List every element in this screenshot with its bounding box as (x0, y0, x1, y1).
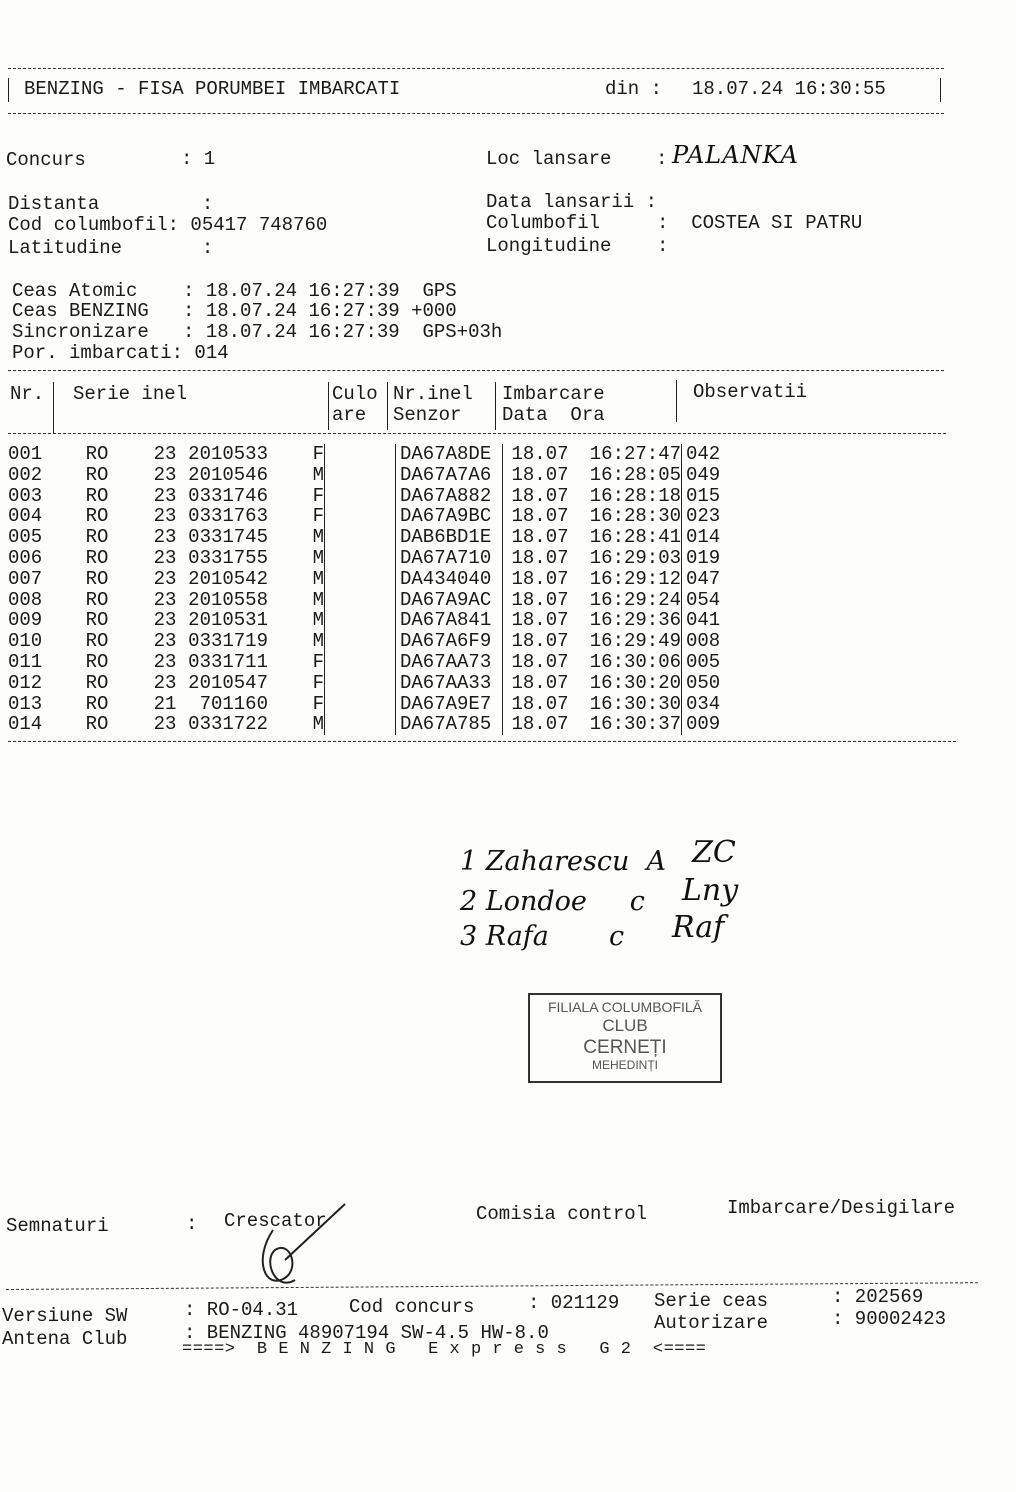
table-row (8, 569, 746, 590)
col-divider-3 (387, 382, 388, 430)
autorizare-label: Autorizare (654, 1312, 769, 1334)
row-date: 18.07 (503, 673, 574, 694)
autorizare-value: : 90002423 (832, 1308, 947, 1330)
row-color (325, 631, 396, 652)
row-time: 16:30:37 (589, 713, 681, 736)
row-date: 18.07 (503, 652, 574, 673)
row-observatii: 054 (682, 590, 747, 611)
row-sex: M (312, 526, 324, 549)
issued-datetime: 18.07.24 16:30:55 (692, 78, 886, 100)
longitudine-line: Longitudine : (486, 235, 669, 257)
row-ring: 0331719 (188, 630, 268, 653)
row-time: 16:27:47 (589, 443, 681, 465)
col-culoare-header-2: are (332, 404, 367, 426)
table-row (8, 465, 746, 486)
col-nr-inel-header: Nr.inel (393, 383, 473, 405)
table-header-top-rule (8, 370, 944, 371)
row-sex: M (312, 713, 324, 736)
row-color (325, 714, 396, 735)
row-senzor: DA67A710 (396, 548, 503, 569)
club-stamp (528, 993, 722, 1083)
col-divider-5 (676, 380, 677, 422)
row-observatii: 014 (682, 527, 747, 548)
row-country: RO (85, 588, 109, 611)
row-observatii: 009 (682, 714, 747, 735)
col-divider-4 (495, 382, 496, 430)
handwritten-line-3: 3 Rafa c (460, 921, 625, 952)
stamp-line-2: CLUB (602, 1016, 648, 1036)
row-country: RO (85, 443, 109, 465)
stamp-line-1: FILIALA COLUMBOFILĂ (547, 999, 703, 1015)
table-row (8, 631, 746, 652)
row-senzor: DA67A9BC (396, 506, 503, 527)
row-observatii: 041 (682, 610, 747, 631)
row-senzor: DA67A7A6 (396, 465, 503, 486)
row-time: 16:30:30 (589, 692, 681, 715)
breeder-signature (245, 1200, 355, 1300)
row-ring: 0331746 (188, 484, 268, 507)
row-color (325, 548, 396, 569)
stamp-line-4: MEHEDINȚI (592, 1057, 658, 1072)
row-country: RO (85, 526, 109, 549)
row-senzor: DA67AA73 (396, 652, 503, 673)
row-senzor: DA434040 (396, 569, 503, 590)
row-senzor: DA67A882 (396, 486, 503, 507)
handwritten-signature-1: ZC (692, 835, 736, 870)
row-senzor: DA67AA33 (396, 673, 503, 694)
row-nr: 010 (8, 630, 43, 653)
comisia-label: Comisia control (476, 1203, 648, 1225)
row-ring: 0331722 (188, 713, 268, 736)
table-row (8, 714, 746, 735)
loc-lansare-label: Loc lansare (486, 148, 612, 170)
row-nr: 013 (8, 692, 43, 715)
row-senzor: DA67A9E7 (396, 694, 503, 715)
table-row (8, 590, 746, 611)
row-year: 23 (153, 588, 177, 611)
row-year: 23 (153, 671, 177, 694)
benzing-express-banner: ====> B E N Z I N G E x p r e s s G 2 <==== (182, 1340, 707, 1359)
row-time: 16:30:06 (589, 650, 681, 673)
cod-concurs-label: Cod concurs (349, 1296, 475, 1318)
row-observatii: 042 (682, 444, 747, 465)
row-country: RO (85, 505, 109, 528)
antena-label: Antena Club (2, 1328, 128, 1350)
row-sex: F (312, 443, 324, 465)
semnaturi-label: Semnaturi (6, 1215, 109, 1237)
row-observatii: 050 (682, 673, 747, 694)
row-senzor: DA67A785 (396, 714, 503, 735)
cod-concurs-value: : 021129 (528, 1292, 620, 1314)
row-color (325, 486, 396, 507)
row-time: 16:29:36 (589, 609, 681, 632)
row-year: 23 (153, 630, 177, 653)
table-row (8, 652, 746, 673)
handwritten-signature-2: Lny (682, 873, 739, 908)
row-sex: M (312, 546, 324, 569)
row-ring: 701160 (199, 692, 268, 715)
crescator-label: Crescator (224, 1210, 327, 1232)
row-date: 18.07 (503, 694, 574, 715)
row-time: 16:28:18 (589, 484, 681, 507)
row-sex: F (312, 505, 324, 528)
table-header-bottom-rule (8, 433, 946, 434)
row-color (325, 527, 396, 548)
row-ring: 2010547 (188, 671, 268, 694)
col-divider-1 (53, 382, 54, 434)
row-nr: 009 (8, 609, 43, 632)
row-observatii: 005 (682, 652, 747, 673)
row-color (325, 610, 396, 631)
loc-lansare-handwritten: PALANKA (672, 141, 799, 169)
row-ring: 0331763 (188, 505, 268, 528)
row-observatii: 015 (682, 486, 747, 507)
row-date: 18.07 (503, 548, 574, 569)
row-nr: 011 (8, 650, 43, 673)
row-ring: 0331745 (188, 526, 268, 549)
row-date: 18.07 (503, 486, 574, 507)
row-year: 23 (153, 567, 177, 590)
row-ring: 2010533 (188, 443, 268, 465)
row-ring: 0331711 (188, 650, 268, 673)
row-time: 16:29:03 (589, 546, 681, 569)
issued-label: din : (605, 78, 663, 100)
row-color (325, 694, 396, 715)
row-observatii: 034 (682, 694, 747, 715)
row-country: RO (85, 650, 109, 673)
row-date: 18.07 (503, 569, 574, 590)
row-senzor: DAB6BD1E (396, 527, 503, 548)
col-data-ora-header: Data Ora (502, 404, 605, 426)
row-date: 18.07 (503, 610, 574, 631)
document-title: BENZING - FISA PORUMBEI IMBARCATI (24, 78, 401, 100)
row-observatii: 008 (682, 631, 747, 652)
row-year: 23 (153, 463, 177, 486)
header-left-bar (8, 78, 9, 102)
row-time: 16:28:30 (589, 505, 681, 528)
serie-ceas-value: : 202569 (832, 1286, 924, 1308)
ceas-benzing-line: Ceas BENZING : 18.07.24 16:27:39 +000 (12, 300, 457, 322)
row-country: RO (85, 692, 109, 715)
row-nr: 005 (8, 526, 43, 549)
row-ring: 2010546 (188, 463, 268, 486)
row-date: 18.07 (503, 714, 574, 735)
row-year: 23 (153, 546, 177, 569)
row-observatii: 047 (682, 569, 747, 590)
row-sex: M (312, 588, 324, 611)
row-year: 23 (153, 650, 177, 673)
table-row (8, 673, 746, 694)
row-time: 16:29:12 (589, 567, 681, 590)
imbarcare-desigilare-label: Imbarcare/Desigilare (727, 1197, 956, 1219)
loc-lansare-colon: : (656, 148, 668, 170)
table-bottom-rule (8, 741, 956, 742)
row-nr: 004 (8, 505, 43, 528)
row-color (325, 673, 396, 694)
row-country: RO (85, 463, 109, 486)
row-sex: M (312, 630, 324, 653)
row-nr: 008 (8, 588, 43, 611)
table-row (8, 486, 746, 507)
col-imbarcare-header: Imbarcare (502, 383, 605, 405)
row-year: 23 (153, 505, 177, 528)
row-nr: 014 (8, 713, 43, 736)
row-year: 23 (153, 484, 177, 507)
row-senzor: DA67A8DE (396, 444, 503, 465)
col-culoare-header-1: Culo (332, 383, 378, 405)
cod-columbofil-line: Cod columbofil: 05417 748760 (8, 214, 328, 236)
row-ring: 2010558 (188, 588, 268, 611)
concurs-label: Concurs (6, 149, 86, 171)
row-date: 18.07 (503, 590, 574, 611)
row-senzor: DA67A9AC (396, 590, 503, 611)
handwritten-line-1: 1 Zaharescu A (460, 846, 667, 877)
sincronizare-line: Sincronizare : 18.07.24 16:27:39 GPS+03h (12, 321, 503, 343)
row-date: 18.07 (503, 506, 574, 527)
antena-value: : BENZING 48907194 SW-4.5 HW-8.0 (184, 1322, 549, 1344)
header-top-rule (8, 68, 944, 69)
row-ring: 2010542 (188, 567, 268, 590)
row-country: RO (85, 671, 109, 694)
serie-ceas-label: Serie ceas (654, 1290, 769, 1312)
row-year: 23 (153, 609, 177, 632)
latitudine-line: Latitudine : (8, 237, 214, 259)
ceas-atomic-line: Ceas Atomic : 18.07.24 16:27:39 GPS (12, 280, 457, 302)
versiune-label: Versiune SW (2, 1305, 128, 1327)
row-time: 16:29:49 (589, 630, 681, 653)
versiune-value: : RO-04.31 (184, 1299, 299, 1321)
row-date: 18.07 (503, 631, 574, 652)
row-observatii: 049 (682, 465, 747, 486)
col-serie-header: Serie inel (73, 383, 188, 405)
data-lansarii-line: Data lansarii : (486, 191, 658, 213)
row-time: 16:28:05 (589, 463, 681, 486)
row-color (325, 465, 396, 486)
row-ring: 0331755 (188, 546, 268, 569)
row-sex: M (312, 609, 324, 632)
row-date: 18.07 (503, 465, 574, 486)
concurs-value: : 1 (181, 148, 216, 170)
row-color (325, 444, 396, 465)
row-year: 23 (153, 713, 177, 736)
row-sex: F (312, 671, 324, 694)
row-year: 21 (153, 692, 177, 715)
semnaturi-colon: : (186, 1213, 198, 1235)
header-bottom-rule (8, 113, 944, 114)
table-row (8, 444, 746, 465)
row-country: RO (85, 713, 109, 736)
por-imbarcati-line: Por. imbarcati: 014 (12, 342, 229, 364)
row-nr: 002 (8, 463, 43, 486)
row-senzor: DA67A6F9 (396, 631, 503, 652)
row-nr: 003 (8, 484, 43, 507)
pigeon-table (8, 444, 746, 735)
col-observatii-header: Observatii (693, 381, 808, 403)
row-sex: F (312, 692, 324, 715)
row-sex: F (312, 650, 324, 673)
row-time: 16:28:41 (589, 526, 681, 549)
row-country: RO (85, 484, 109, 507)
row-sex: M (312, 463, 324, 486)
row-country: RO (85, 546, 109, 569)
row-date: 18.07 (503, 444, 574, 465)
row-observatii: 019 (682, 548, 747, 569)
row-country: RO (85, 630, 109, 653)
row-senzor: DA67A841 (396, 610, 503, 631)
row-color (325, 569, 396, 590)
row-year: 23 (153, 443, 177, 465)
col-nr-header: Nr. (10, 383, 45, 405)
table-row (8, 506, 746, 527)
row-nr: 007 (8, 567, 43, 590)
handwritten-line-2: 2 Londoe c (460, 886, 645, 917)
row-time: 16:29:24 (589, 588, 681, 611)
row-nr: 006 (8, 546, 43, 569)
row-nr: 001 (8, 443, 43, 465)
row-color (325, 590, 396, 611)
row-color (325, 652, 396, 673)
distanta-line: Distanta : (8, 193, 214, 215)
row-country: RO (85, 609, 109, 632)
row-sex: M (312, 567, 324, 590)
row-time: 16:30:20 (589, 671, 681, 694)
row-date: 18.07 (503, 527, 574, 548)
stamp-line-3: CERNEȚI (583, 1037, 667, 1059)
row-sex: F (312, 484, 324, 507)
row-ring: 2010531 (188, 609, 268, 632)
table-row (8, 694, 746, 715)
table-row (8, 527, 746, 548)
row-observatii: 023 (682, 506, 747, 527)
table-row (8, 548, 746, 569)
row-country: RO (85, 567, 109, 590)
col-divider-2 (328, 382, 329, 430)
col-senzor-header: Senzor (393, 404, 462, 426)
row-color (325, 506, 396, 527)
row-nr: 012 (8, 671, 43, 694)
row-year: 23 (153, 526, 177, 549)
columbofil-line: Columbofil : COSTEA SI PATRU (486, 212, 863, 234)
table-row (8, 610, 746, 631)
header-right-bar (940, 78, 941, 102)
handwritten-signature-3: Raf (672, 910, 725, 945)
